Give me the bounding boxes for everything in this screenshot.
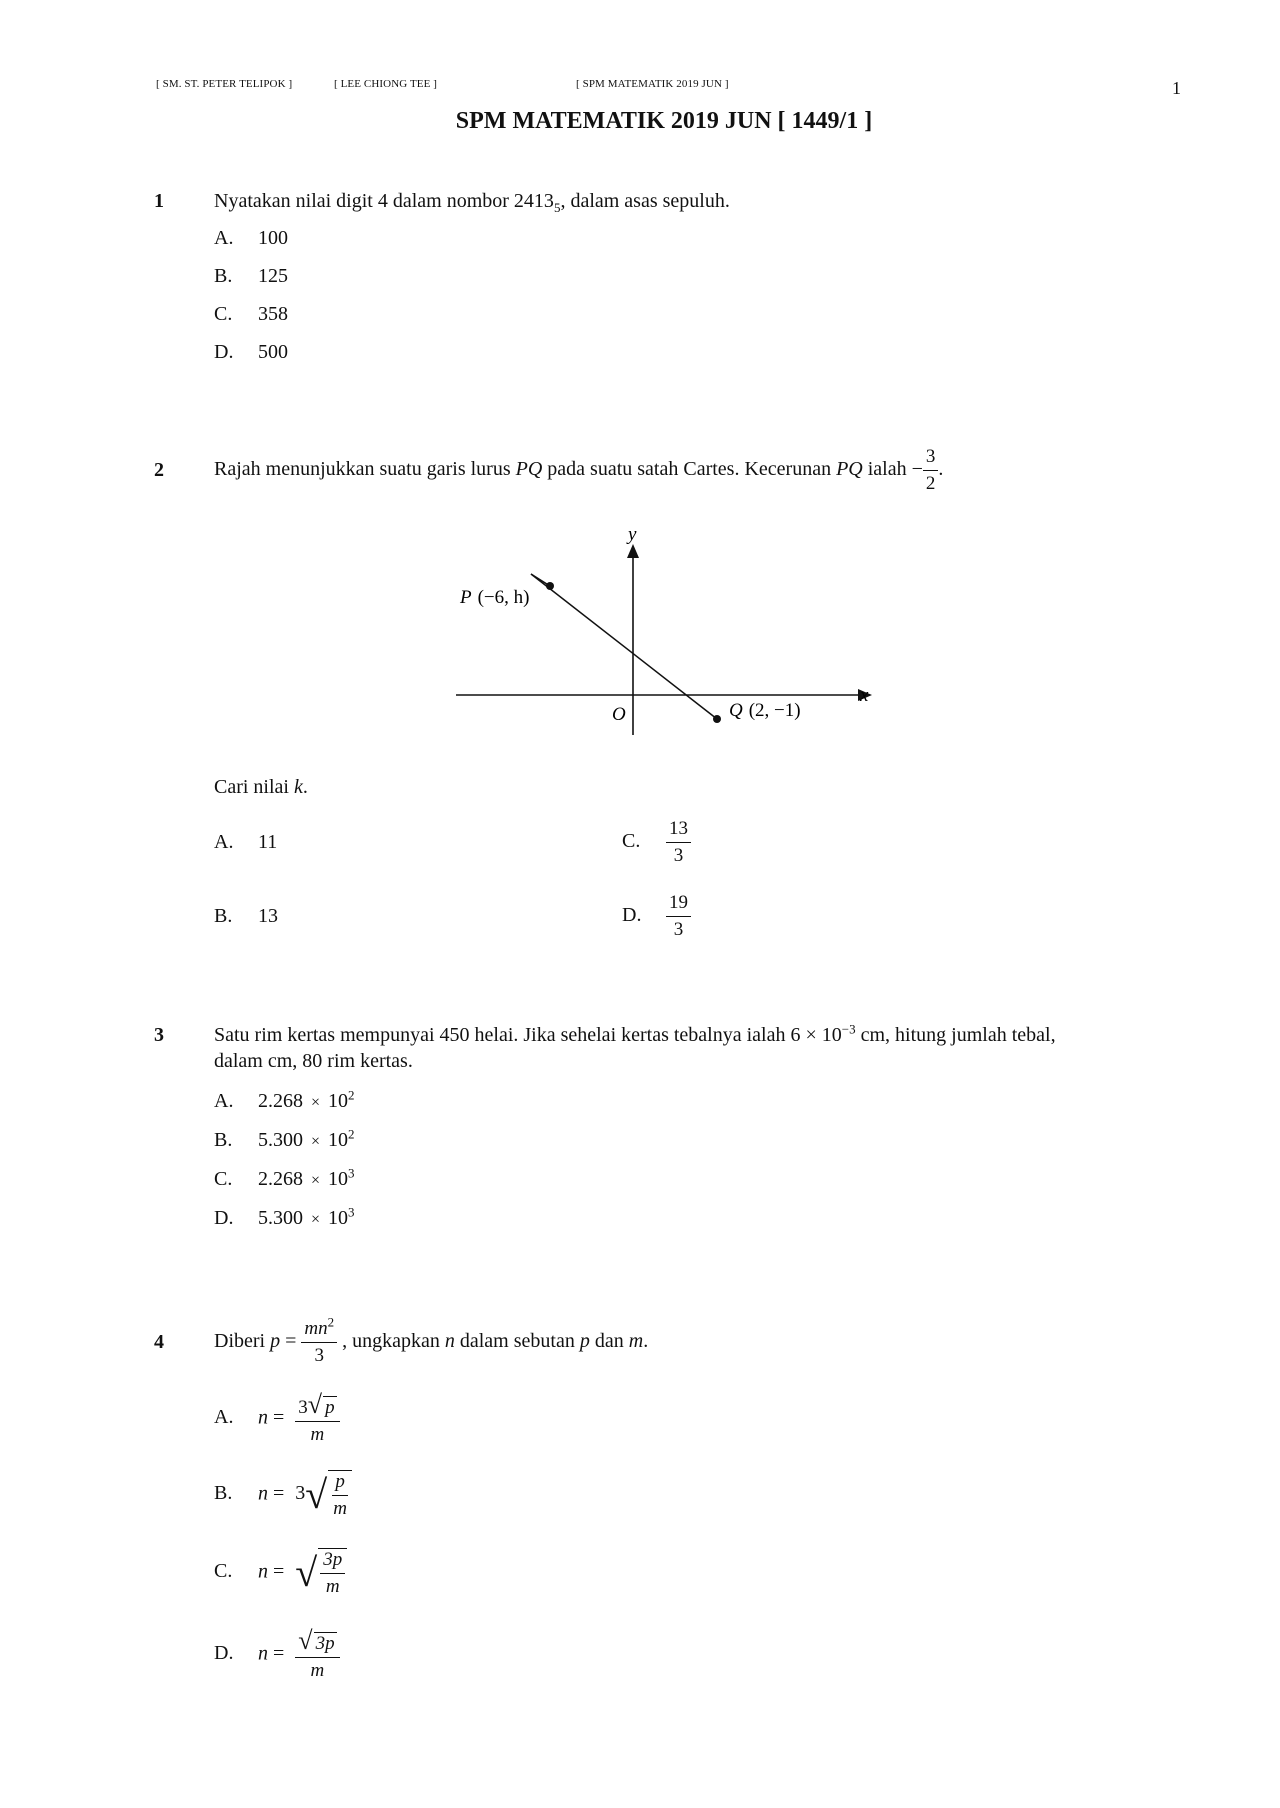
question-1-text: Nyatakan nilai digit 4 dalam nombor $2413_5$, dalam asas sepuluh. [214,190,730,215]
question-4-text: Diberi p = $\frac{mn^2}{3}$ , ungkapkan n dalam sebutan p dan m. [214,1314,649,1366]
q4-option-d[interactable]: D. n = $\frac{√ 3p}{m}$ [214,1628,340,1682]
y-axis-arrow [627,544,639,558]
point-p [546,582,554,590]
given-formula: $\frac{mn^2}{3}$ [301,1318,337,1367]
q3-option-b[interactable]: B. $5.300 \times 10^2$ [214,1126,355,1151]
question-1-number: 1 [154,190,164,212]
q3-option-a[interactable]: A. $2.268 \times 10^2$ [214,1087,355,1112]
q1-option-c[interactable]: C. 358 [214,303,288,325]
q4-option-b[interactable]: B. n = 3√ $\frac{p}{m}$ [214,1470,352,1520]
q4-option-a[interactable]: A. n = $\frac{3√ p}{m}$ [214,1392,340,1446]
x-axis-label: x [860,685,869,706]
question-2-number: 2 [154,459,164,481]
line-pq [531,574,717,719]
q1-option-d[interactable]: D. 500 [214,341,288,363]
question-4-number: 4 [154,1331,164,1353]
q4-option-c[interactable]: C. n = √ $\frac{3p}{m}$ [214,1548,347,1598]
question-3-number: 3 [154,1024,164,1046]
q2-option-a[interactable]: A. 11 [214,831,278,853]
q1-option-a[interactable]: A. 100 [214,227,288,249]
page-title: SPM MATEMATIK 2019 JUN [ 1449/1 ] [455,108,873,134]
base-subscript: 5 [553,200,561,215]
find-value-text: Cari nilai k. [214,776,308,798]
point-q [713,715,721,723]
header-school: [ SM. ST. PETER TELIPOK ] [156,78,293,90]
q1-option-b[interactable]: B. 125 [214,265,288,287]
q2-option-b[interactable]: B. 13 [214,905,278,927]
page-number: 1 [1172,78,1181,98]
header-teacher: [ LEE CHIONG TEE ] [334,78,438,90]
header-paper: [ SPM MATEMATIK 2019 JUN ] [576,78,729,90]
question-3-line-2: dalam cm, 80 rim kertas. [214,1050,413,1072]
question-3-line-1: Satu rim kertas mempunyai 450 helai. Jika sehelai kertas tebalnya ialah $6 \times 10^{-3}$ cm, hitung jumlah tebal, [214,1021,1056,1046]
point-q-label: Q (2, −1) [729,700,801,721]
point-p-label: P (−6, h) [460,587,530,608]
origin-label: O [612,704,626,725]
q2-option-d[interactable]: D. $\frac{19}{3}$ [622,892,691,941]
question-2-text: Rajah menunjukkan suatu garis lurus PQ pada suatu satah Cartes. Kecerunan PQ ialah − $\frac{3}{2}$ . [214,446,944,494]
q2-option-c[interactable]: C. $\frac{13}{3}$ [622,818,691,867]
gradient-fraction: $\frac{3}{2}$ [923,446,939,495]
cartesian-graph [440,520,900,750]
q3-option-d[interactable]: D. $5.300 \times 10^3$ [214,1204,355,1229]
q3-option-c[interactable]: C. $2.268 \times 10^3$ [214,1165,355,1190]
y-axis-label: y [628,524,637,545]
